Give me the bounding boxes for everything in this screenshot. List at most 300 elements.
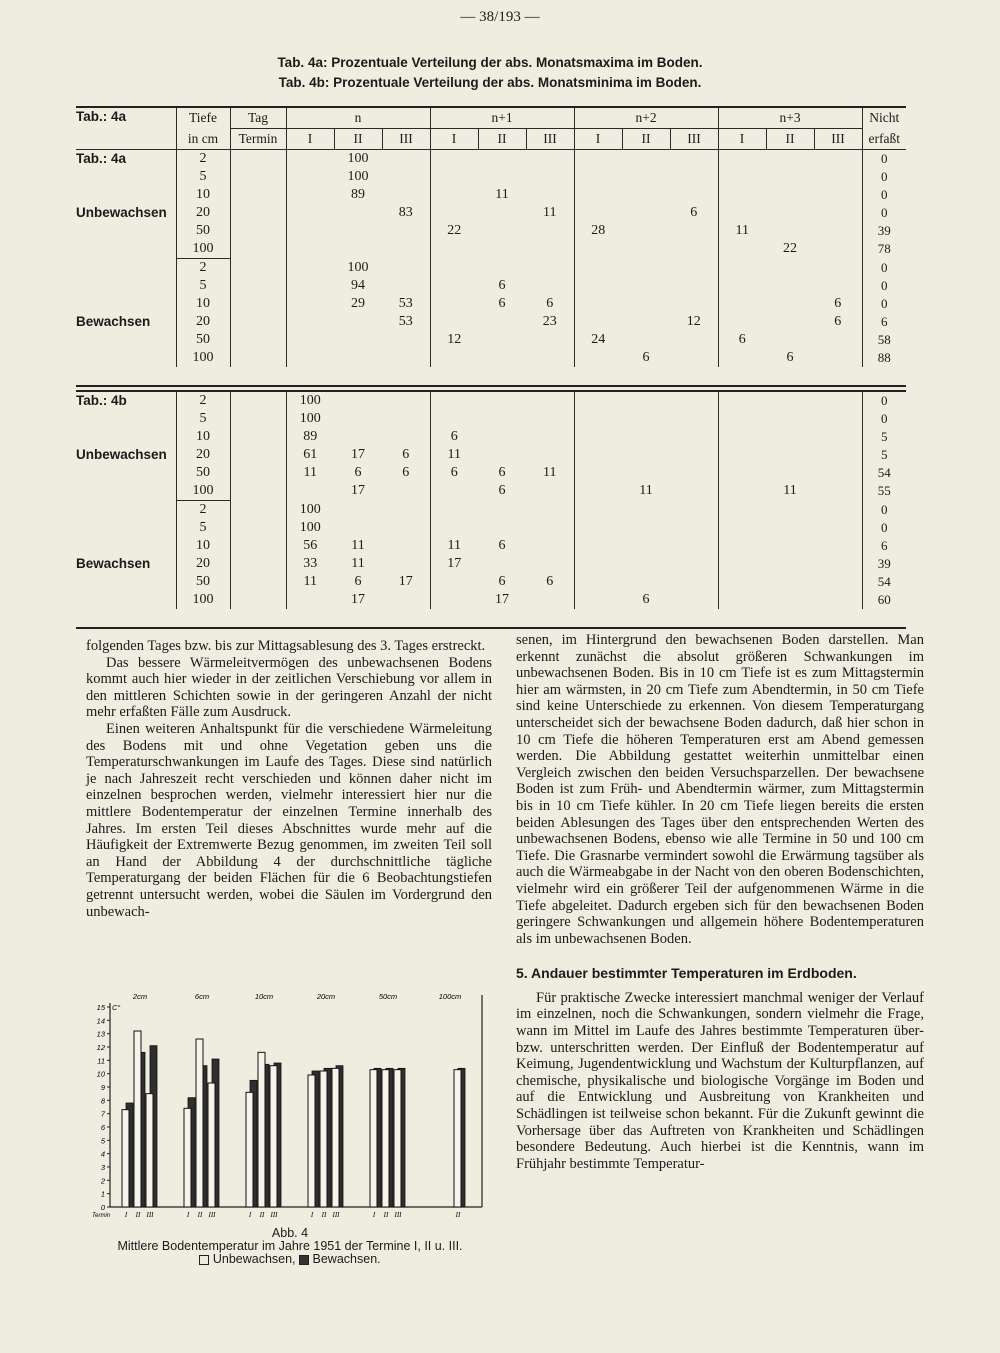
value-cell: [766, 573, 814, 591]
value-cell: [814, 277, 862, 295]
depth-cell: 5: [176, 277, 230, 295]
value-cell: 6: [498, 465, 506, 480]
value-cell: [478, 150, 526, 169]
value-cell: [230, 573, 286, 591]
value-cell: 11: [286, 573, 334, 591]
value-cell: [766, 464, 814, 482]
row-label-cell: [76, 482, 176, 501]
table-label: Tab.: 4a: [76, 107, 176, 150]
value-cell: [478, 168, 526, 186]
value-cell: [526, 519, 574, 537]
y-tick-label: 12: [96, 1043, 105, 1052]
y-tick-label: 10: [96, 1069, 105, 1079]
value-cell: [478, 428, 526, 446]
header-termin-roman: II: [334, 129, 382, 150]
table-captions: [0, 53, 1000, 93]
value-cell: [334, 222, 382, 240]
bar-unbewachsen: [246, 1092, 253, 1207]
value-cell: [814, 519, 862, 537]
value-cell: [230, 501, 286, 520]
section-heading: 5. Andauer bestimmter Temperaturen im Erdboden.: [516, 965, 857, 982]
nicht-erfasst-cell: 5: [862, 446, 906, 464]
value-cell: [814, 240, 862, 259]
caption-tab-4b: Tab. 4b: Prozentuale Verteilung der abs. Monatsminima im Boden.: [278, 75, 702, 90]
value-cell: [670, 391, 718, 410]
nicht-erfasst-cell: 0: [862, 186, 906, 204]
nicht-erfasst-cell: 55: [862, 482, 906, 501]
depth-cell: 50: [176, 222, 230, 240]
value-cell: [286, 240, 334, 259]
value-cell: [526, 537, 574, 555]
value-cell: [382, 537, 430, 555]
value-cell: [334, 410, 382, 428]
depth-cell: 100: [176, 240, 230, 259]
value-cell: 6: [430, 428, 478, 446]
table-header-row: [76, 107, 906, 129]
value-cell: [230, 391, 286, 410]
value-cell: [718, 186, 766, 204]
bar-unbewachsen: [122, 1110, 129, 1207]
value-cell: [574, 482, 622, 501]
value-cell: 28: [574, 222, 622, 240]
nicht-erfasst-cell: 0: [862, 204, 906, 222]
termin-label: II: [455, 1211, 461, 1219]
value-cell: [622, 331, 670, 349]
value-cell: 11: [543, 465, 557, 480]
row-label-cell: [76, 259, 176, 278]
table-row: [76, 501, 906, 520]
value-cell: 6: [786, 350, 794, 365]
value-cell: [430, 313, 478, 331]
value-cell: [574, 591, 622, 609]
value-cell: [334, 204, 382, 222]
value-cell: 12: [686, 314, 701, 329]
row-label-cell: [76, 186, 176, 204]
value-cell: 6: [834, 314, 842, 329]
value-cell: 11: [495, 187, 509, 202]
value-cell: [430, 501, 478, 520]
y-tick-label: 14: [96, 1016, 105, 1026]
bar-unbewachsen: [394, 1070, 401, 1207]
bar-unbewachsen: [270, 1066, 277, 1207]
termin-label: II: [321, 1211, 327, 1219]
value-cell: 53: [398, 314, 413, 329]
table-subheader-row: [76, 129, 906, 150]
bar-unbewachsen: [320, 1071, 327, 1207]
value-cell: [670, 446, 718, 464]
value-cell: [814, 555, 862, 573]
depth-cell: 50: [176, 331, 230, 349]
value-cell: [814, 150, 862, 169]
value-cell: [766, 537, 814, 555]
figure-abb-4: [86, 985, 496, 1255]
value-cell: 11: [430, 537, 478, 555]
value-cell: 6: [402, 465, 410, 480]
value-cell: 17: [495, 592, 510, 607]
section-label: Unbewachsen: [76, 205, 167, 220]
table-4a-4b: [76, 106, 906, 629]
nicht-erfasst-cell: 0: [862, 295, 906, 313]
value-cell: 89: [286, 428, 334, 446]
value-cell: 6: [498, 538, 506, 553]
value-cell: [334, 331, 382, 349]
value-cell: [478, 240, 526, 259]
value-cell: [718, 519, 766, 537]
value-cell: [430, 186, 478, 204]
nicht-erfasst-cell: 54: [862, 573, 906, 591]
row-label-cell: [76, 331, 176, 349]
depth-label: 10cm: [254, 992, 274, 1001]
value-cell: [670, 150, 718, 169]
value-cell: [670, 464, 718, 482]
value-cell: [382, 519, 430, 537]
value-cell: [478, 555, 526, 573]
value-cell: [382, 186, 430, 204]
value-cell: [622, 186, 670, 204]
value-cell: [382, 259, 430, 278]
y-tick-label: 3: [100, 1163, 105, 1172]
value-cell: [718, 446, 766, 464]
figure-caption-text: Mittlere Bodentemperatur im Jahre 1951 der Termine I, II u. III.: [117, 1239, 463, 1253]
value-cell: [574, 150, 622, 169]
value-cell: [286, 259, 334, 278]
value-cell: [718, 150, 766, 169]
section-label: Bewachsen: [76, 556, 151, 571]
header-tiefe: Tiefe: [176, 107, 230, 129]
nicht-erfasst-cell: 6: [862, 537, 906, 555]
value-cell: [230, 410, 286, 428]
value-cell: [382, 277, 430, 295]
value-cell: [670, 591, 718, 609]
value-cell: [334, 391, 382, 410]
value-cell: [622, 519, 670, 537]
row-label-cell: [76, 349, 176, 367]
value-cell: [766, 186, 814, 204]
table-label: Tab.: 4a: [76, 151, 127, 166]
value-cell: [574, 446, 622, 464]
row-label-cell: [76, 464, 176, 482]
value-cell: [478, 331, 526, 349]
value-cell: [814, 204, 862, 222]
value-cell: [382, 555, 430, 573]
value-cell: [622, 222, 670, 240]
depth-label: 20cm: [316, 992, 336, 1001]
bar-unbewachsen: [258, 1052, 265, 1207]
value-cell: [814, 222, 862, 240]
paragraph: folgenden Tages bzw. bis zur Mittagsablesung des 3. Tages erstreckt.: [86, 638, 486, 654]
value-cell: [478, 204, 526, 222]
depth-cell: 20: [176, 446, 230, 464]
depth-cell: 10: [176, 295, 230, 313]
table-row: [76, 482, 906, 501]
value-cell: [286, 204, 334, 222]
value-cell: 100: [347, 259, 369, 275]
value-cell: 94: [351, 278, 365, 293]
value-cell: [670, 519, 718, 537]
depth-cell: 20: [176, 555, 230, 573]
figure-legend: [80, 1253, 500, 1266]
value-cell: [814, 391, 862, 410]
value-cell: [766, 204, 814, 222]
depth-cell: 2: [176, 391, 230, 410]
value-cell: [718, 501, 766, 520]
value-cell: [286, 150, 334, 169]
value-cell: [286, 331, 334, 349]
value-cell: [478, 259, 526, 278]
table-row: [76, 331, 906, 349]
value-cell: [670, 240, 718, 259]
value-cell: 22: [430, 222, 478, 240]
figure-label: Abb. 4: [271, 1226, 309, 1240]
value-cell: [622, 295, 670, 313]
value-cell: [718, 313, 766, 331]
nicht-erfasst-cell: 0: [862, 259, 906, 278]
table-row: [76, 313, 906, 331]
value-cell: [574, 186, 622, 204]
left-column: [86, 638, 492, 920]
nicht-erfasst-cell: 0: [862, 168, 906, 186]
value-cell: [574, 313, 622, 331]
y-tick-label: 5: [100, 1136, 105, 1146]
value-cell: [382, 331, 430, 349]
value-cell: 23: [542, 314, 557, 329]
caption-tab-4a: Tab. 4a: Prozentuale Verteilung der abs. Monatsmaxima im Boden.: [277, 55, 703, 70]
legend-unbewachsen: Unbewachsen,: [212, 1252, 296, 1266]
value-cell: [574, 349, 622, 367]
termin-label: I: [372, 1211, 376, 1219]
nicht-erfasst-cell: 5: [862, 428, 906, 446]
depth-cell: 50: [176, 464, 230, 482]
section-label: Unbewachsen: [76, 447, 167, 462]
table-row: [76, 186, 906, 204]
value-cell: [814, 410, 862, 428]
value-cell: [526, 391, 574, 410]
value-cell: 100: [286, 519, 334, 537]
value-cell: [526, 349, 574, 367]
termin-label: II: [383, 1211, 389, 1219]
value-cell: [622, 410, 670, 428]
value-cell: [574, 573, 622, 591]
value-cell: 6: [642, 350, 650, 365]
value-cell: [334, 501, 382, 520]
value-cell: [670, 482, 718, 501]
value-cell: [766, 277, 814, 295]
value-cell: [574, 240, 622, 259]
y-tick-label: 13: [96, 1029, 105, 1039]
row-label-cell: [76, 537, 176, 555]
value-cell: [718, 537, 766, 555]
header-termin: Termin: [230, 129, 286, 150]
legend-bewachsen-swatch: [299, 1255, 309, 1265]
value-cell: [766, 222, 814, 240]
depth-cell: 10: [176, 186, 230, 204]
value-cell: 83: [398, 205, 413, 220]
table-row: [76, 428, 906, 446]
value-cell: [382, 349, 430, 367]
value-cell: [814, 464, 862, 482]
y-tick-label: 7: [100, 1109, 105, 1119]
value-cell: [670, 501, 718, 520]
nicht-erfasst-cell: 0: [862, 519, 906, 537]
header-in-cm: in cm: [176, 129, 230, 150]
table-row: [76, 168, 906, 186]
value-cell: [718, 464, 766, 482]
row-label-cell: [76, 222, 176, 240]
bar-unbewachsen: [146, 1094, 153, 1207]
depth-cell: 2: [176, 259, 230, 278]
value-cell: 33: [286, 555, 334, 573]
value-cell: [526, 428, 574, 446]
depth-cell: 5: [176, 410, 230, 428]
value-cell: [334, 313, 382, 331]
value-cell: 22: [783, 241, 798, 257]
value-cell: [230, 331, 286, 349]
bar-unbewachsen: [308, 1075, 315, 1207]
depth-cell: 100: [176, 591, 230, 609]
value-cell: [574, 428, 622, 446]
nicht-erfasst-cell: 0: [862, 391, 906, 410]
row-label-cell: [76, 428, 176, 446]
table-label: Tab.: 4b: [76, 393, 127, 408]
right-column: [516, 632, 924, 1172]
value-cell: [526, 591, 574, 609]
nicht-erfasst-cell: 0: [862, 410, 906, 428]
value-cell: [622, 240, 670, 259]
value-cell: [230, 519, 286, 537]
value-cell: [574, 295, 622, 313]
value-cell: [526, 168, 574, 186]
value-cell: 56: [286, 537, 334, 555]
y-tick-label: 4: [100, 1149, 105, 1159]
value-cell: [718, 204, 766, 222]
nicht-erfasst-cell: 54: [862, 464, 906, 482]
value-cell: 11: [351, 538, 365, 553]
table-rule-line: [76, 367, 906, 386]
value-cell: [286, 277, 334, 295]
header-termin-roman: I: [718, 129, 766, 150]
value-cell: [430, 519, 478, 537]
value-cell: [718, 349, 766, 367]
value-cell: [430, 410, 478, 428]
table-row: [76, 410, 906, 428]
value-cell: [230, 204, 286, 222]
value-cell: [382, 428, 430, 446]
value-cell: [230, 277, 286, 295]
value-cell: [670, 168, 718, 186]
depth-cell: 10: [176, 537, 230, 555]
header-group: n: [286, 107, 430, 129]
value-cell: 6: [546, 574, 554, 589]
termin-axis-label: Termin: [92, 1213, 111, 1219]
value-cell: 11: [286, 464, 334, 482]
value-cell: [478, 349, 526, 367]
figure-caption: [80, 1227, 500, 1266]
value-cell: [574, 537, 622, 555]
value-cell: [430, 277, 478, 295]
value-cell: [478, 410, 526, 428]
value-cell: 29: [351, 296, 365, 311]
value-cell: [574, 391, 622, 410]
row-label-cell: [76, 501, 176, 520]
value-cell: [766, 313, 814, 331]
value-cell: [526, 446, 574, 464]
header-termin-roman: II: [766, 129, 814, 150]
value-cell: [526, 410, 574, 428]
value-cell: [766, 331, 814, 349]
value-cell: [766, 519, 814, 537]
value-cell: [526, 331, 574, 349]
y-tick-label: 0: [100, 1203, 105, 1212]
value-cell: [382, 391, 430, 410]
value-cell: [670, 331, 718, 349]
nicht-erfasst-cell: 6: [862, 313, 906, 331]
y-tick-label: 15: [96, 1003, 105, 1012]
value-cell: [670, 555, 718, 573]
value-cell: [286, 349, 334, 367]
value-cell: [766, 410, 814, 428]
value-cell: [718, 482, 766, 501]
value-cell: [230, 168, 286, 186]
value-cell: [766, 591, 814, 609]
nicht-erfasst-cell: 60: [862, 591, 906, 609]
data-tables: [76, 106, 906, 629]
value-cell: [430, 482, 478, 501]
legend-unbewachsen-swatch: [199, 1255, 209, 1265]
paragraph: senen, im Hintergrund den bewachsenen Boden darstellen. Man erkennt zunächst die absolut größeren Schwankungen im unbewachsenen Boden. Bis in 10 cm Tiefe ist es zum Mittagstermin hier am wärmsten, in 20 cm Tiefe zum Abendtermin, in 50 cm Tiefe sind keine Unterschiede zu erkennen. Von diesem Temperaturgang unterscheidet sich der bewachsene Boden dadurch, daß hier schon in 10 cm Tiefe die höheren Temperaturen erst am Abend gemessen werden. Die Abbildung gestattet weiterhin unmittelbar einen Vergleich zwischen den beiden Versuchsparzellen. Der bewachsene Boden ist zum Früh- und Abendtermin wärmer, zum Mittagstermin bis in 10 cm Tiefe kühler. In 20 cm Tiefe liegen bereits die ersten beiden Ablesungen des Tages über den entsprechenden Werten des unbewachsenen Bodens, ebenso wie alle Termine in 50 und 100 cm Tiefe. Die Grasnarbe vermindert sowohl die Erwärmung tagsüber als auch die Wärmeabgabe in der Nacht von den oberen Bodenschichten, vielmehr wird ein größerer Teil der aufgenommenen Wärme in die Tiefe abgeleitet. Dadurch ergeben sich für den bewachsenen Boden geringere Schwankungen und allgemein höhere Bodentemperaturen als im unbewachsenen Boden.: [516, 632, 924, 947]
value-cell: 17: [351, 447, 365, 462]
value-cell: [670, 259, 718, 278]
header-termin-roman: II: [478, 129, 526, 150]
value-cell: [718, 277, 766, 295]
value-cell: 6: [354, 574, 362, 589]
value-cell: [478, 446, 526, 464]
value-cell: [574, 555, 622, 573]
row-label-cell: [76, 591, 176, 609]
termin-label: III: [146, 1211, 154, 1219]
value-cell: [526, 482, 574, 501]
header-group: n+2: [574, 107, 718, 129]
value-cell: [574, 277, 622, 295]
nicht-erfasst-cell: 0: [862, 277, 906, 295]
value-cell: [230, 537, 286, 555]
value-cell: [622, 428, 670, 446]
value-cell: 6: [498, 296, 506, 311]
termin-label: II: [197, 1211, 203, 1219]
value-cell: [670, 410, 718, 428]
value-cell: [230, 464, 286, 482]
value-cell: [230, 222, 286, 240]
row-label-cell: [76, 295, 176, 313]
value-cell: [622, 464, 670, 482]
depth-label: 50cm: [378, 992, 398, 1001]
table-row: [76, 259, 906, 278]
bar-unbewachsen: [134, 1031, 141, 1207]
value-cell: [718, 591, 766, 609]
value-cell: 12: [430, 331, 478, 349]
value-cell: [382, 501, 430, 520]
value-cell: [526, 259, 574, 278]
value-cell: [814, 349, 862, 367]
header-termin-roman: III: [670, 129, 718, 150]
termin-label: I: [186, 1211, 190, 1219]
value-cell: [574, 501, 622, 520]
value-cell: [814, 537, 862, 555]
value-cell: [230, 186, 286, 204]
value-cell: [814, 573, 862, 591]
value-cell: [526, 240, 574, 259]
table-row: [76, 446, 906, 464]
value-cell: [718, 391, 766, 410]
